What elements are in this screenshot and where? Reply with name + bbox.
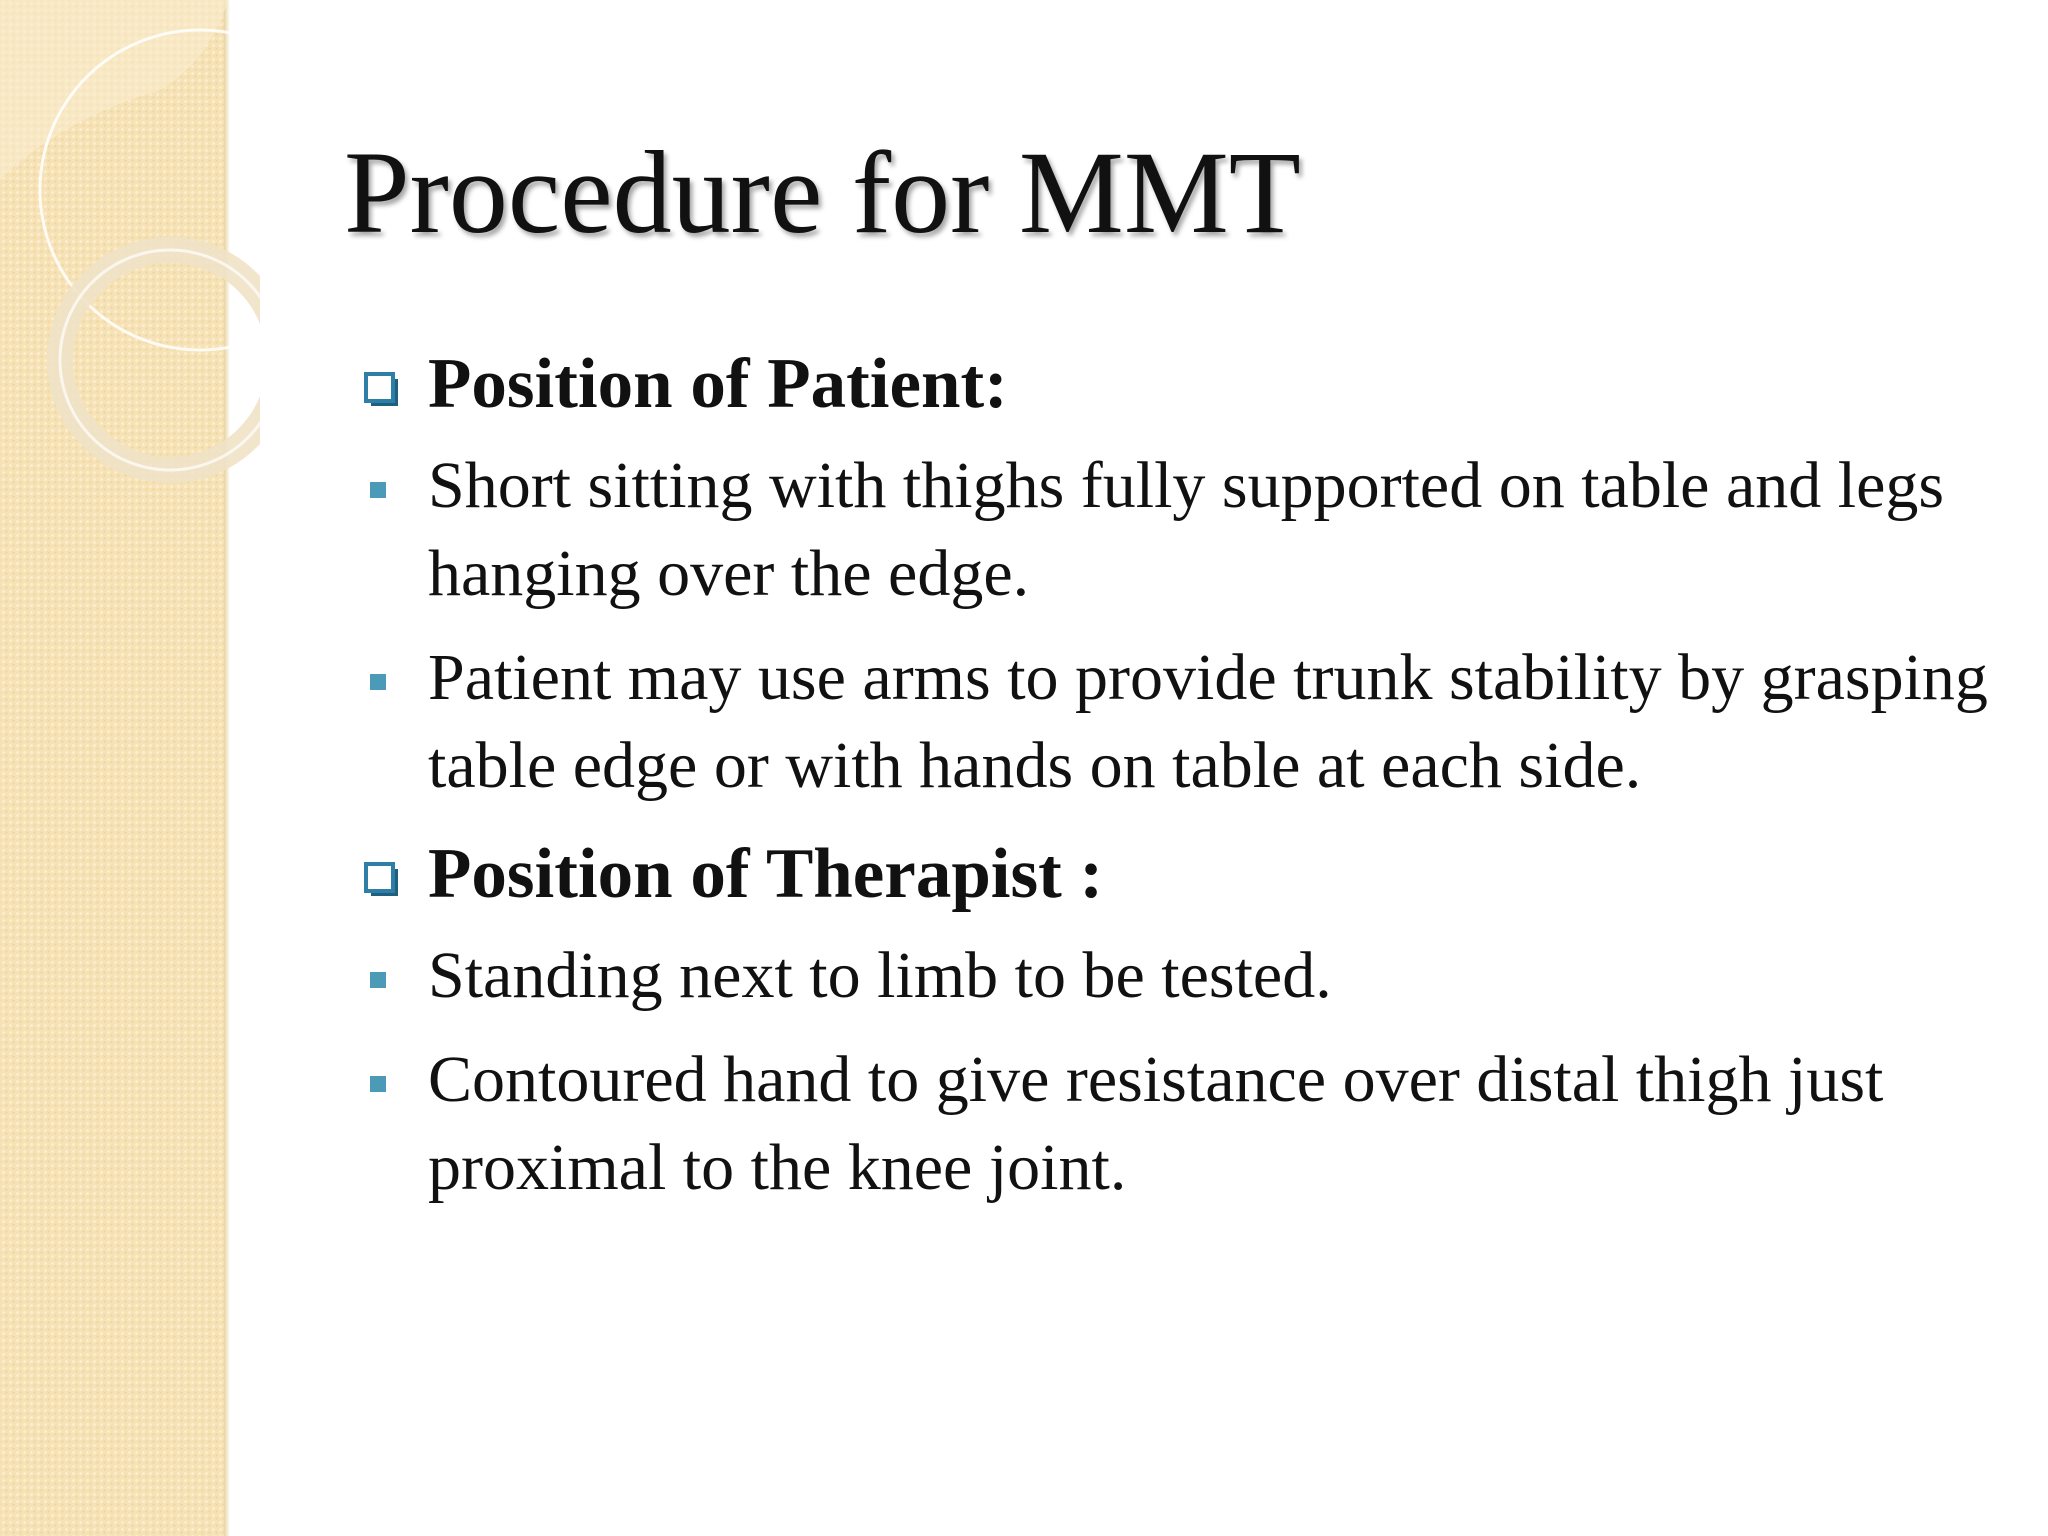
list-item-text: Standing next to limb to be tested. — [428, 939, 1332, 1012]
square-bullet-icon — [370, 972, 386, 988]
list-item — [364, 932, 2004, 1020]
list-item-text: Short sitting with thighs fully supported on table and legs hanging over the edge. — [428, 449, 1945, 610]
section-heading-text: Position of Therapist : — [428, 835, 1104, 913]
list-item — [364, 442, 2004, 618]
slide-content — [364, 340, 2004, 1228]
section-heading-text: Position of Patient: — [428, 345, 1008, 423]
checkbox-bullet-icon — [364, 862, 400, 898]
section-heading-therapist — [364, 830, 2004, 918]
decorative-rings-icon — [0, 0, 260, 520]
list-item — [364, 1036, 2004, 1212]
checkbox-bullet-icon — [364, 372, 400, 408]
square-bullet-icon — [370, 1076, 386, 1092]
slide-title: Procedure for MMT — [344, 127, 1301, 258]
list-item-text: Contoured hand to give resistance over distal thigh just proximal to the knee joint. — [428, 1043, 1884, 1204]
list-item — [364, 634, 2004, 810]
section-heading-patient — [364, 340, 2004, 428]
square-bullet-icon — [370, 674, 386, 690]
square-bullet-icon — [370, 482, 386, 498]
list-item-text: Patient may use arms to provide trunk stability by grasping table edge or with hands on table at each side. — [428, 641, 1988, 802]
